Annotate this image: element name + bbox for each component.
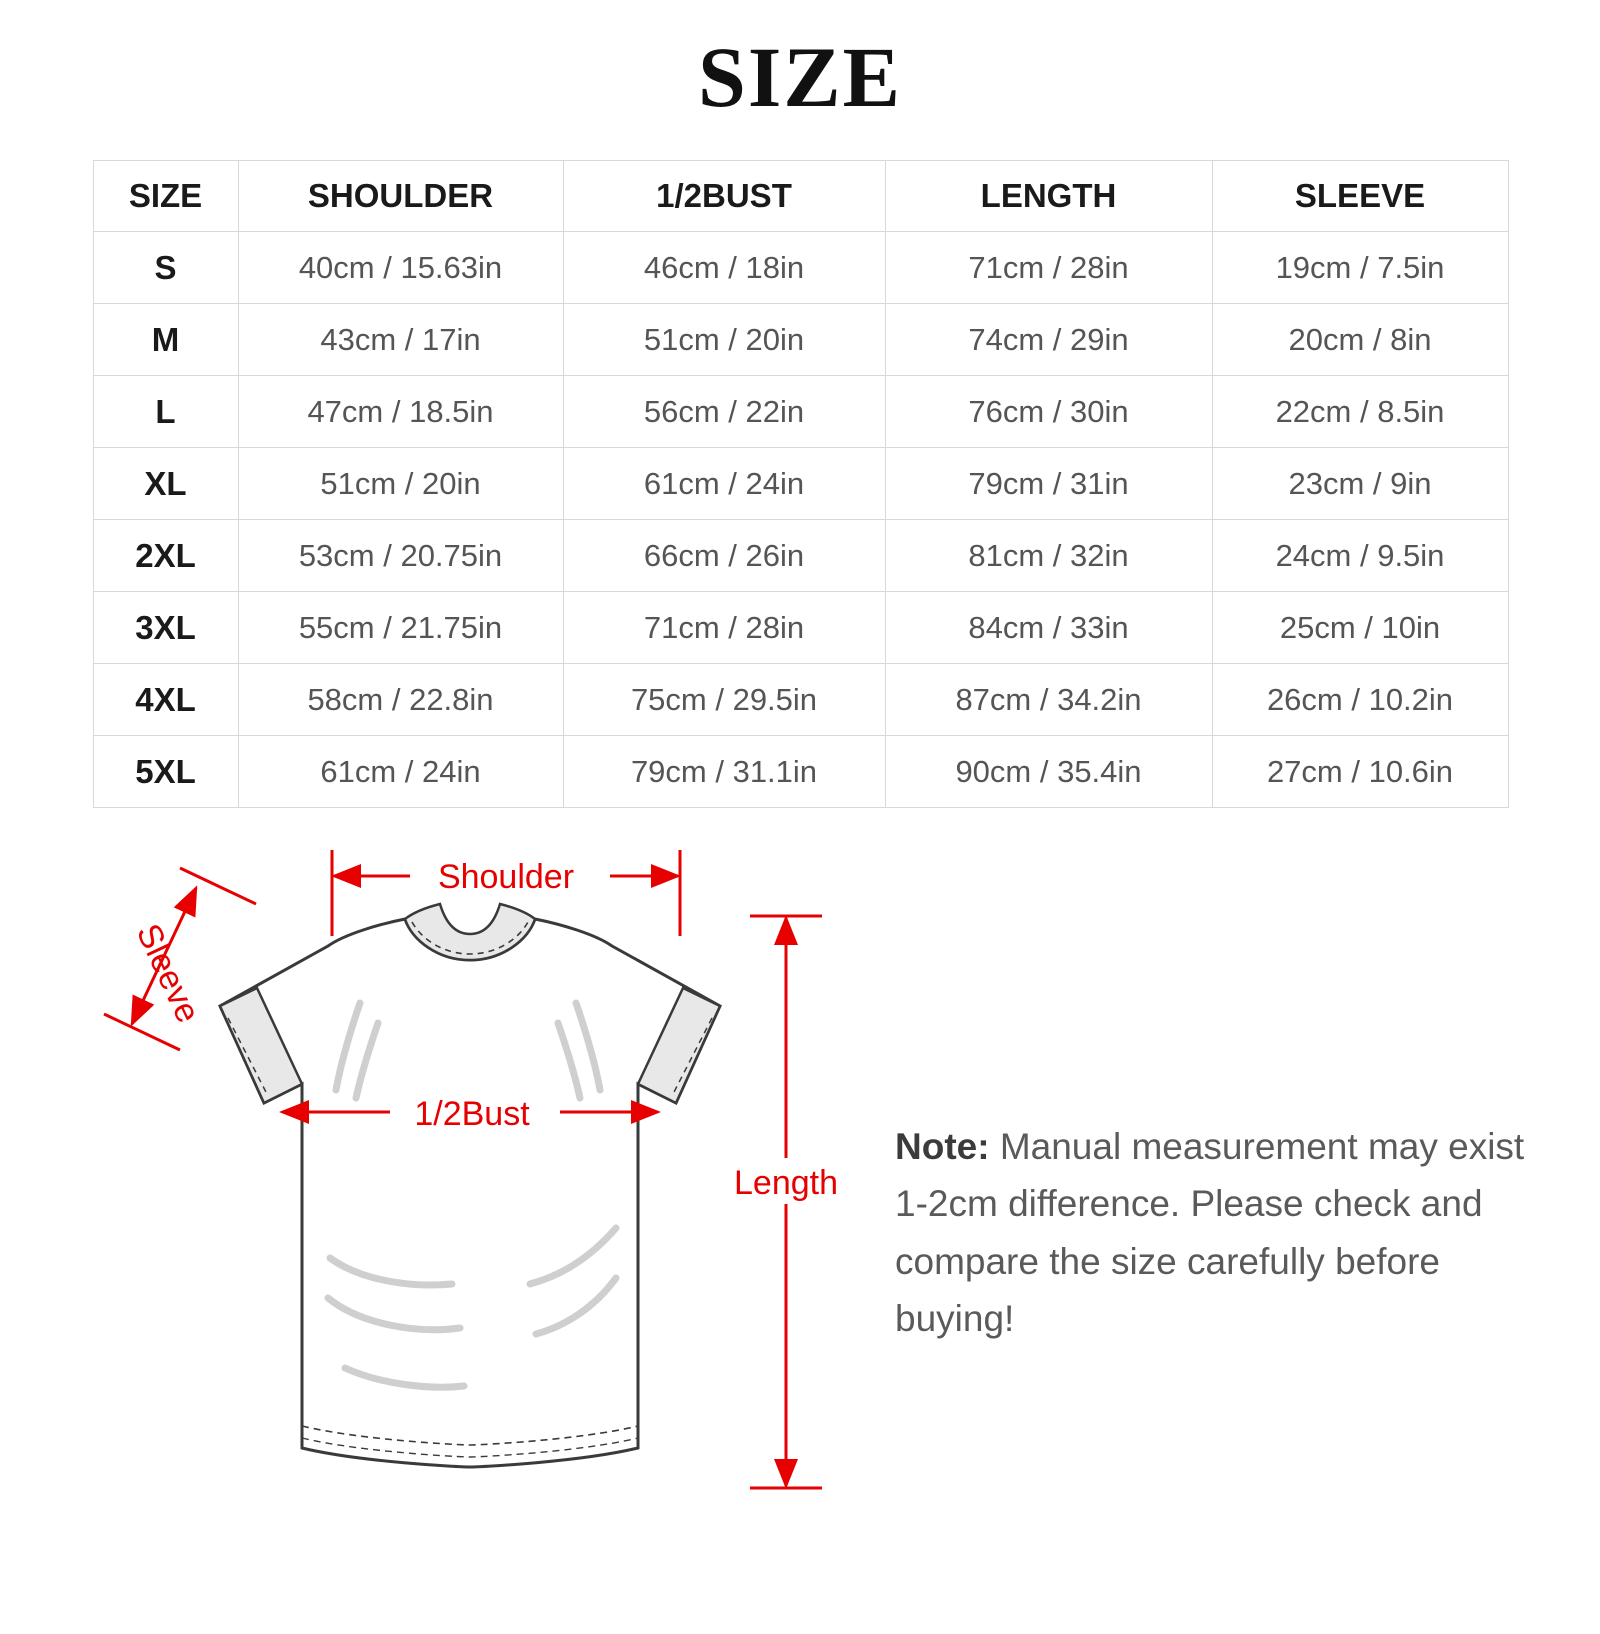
cell-length: 90cm / 35.4in bbox=[885, 736, 1212, 808]
cell-shoulder: 61cm / 24in bbox=[238, 736, 563, 808]
cell-size: L bbox=[93, 376, 238, 448]
cell-bust: 61cm / 24in bbox=[563, 448, 885, 520]
table-row bbox=[93, 304, 1508, 376]
tshirt-illustration-svg bbox=[60, 828, 860, 1548]
cell-length: 79cm / 31in bbox=[885, 448, 1212, 520]
cell-length: 74cm / 29in bbox=[885, 304, 1212, 376]
size-table-container bbox=[93, 160, 1508, 808]
measurement-diagram-section bbox=[0, 828, 1600, 1548]
tshirt-diagram bbox=[60, 828, 860, 1548]
cell-size: M bbox=[93, 304, 238, 376]
page-title: SIZE bbox=[697, 29, 903, 125]
table-row bbox=[93, 592, 1508, 664]
label-bust: 1/2Bust bbox=[414, 1095, 530, 1133]
column-header-length: LENGTH bbox=[885, 161, 1212, 232]
note-text bbox=[895, 1118, 1545, 1347]
label-length: Length bbox=[734, 1164, 838, 1202]
cell-size: XL bbox=[93, 448, 238, 520]
table-row bbox=[93, 232, 1508, 304]
cell-length: 84cm / 33in bbox=[885, 592, 1212, 664]
cell-length: 76cm / 30in bbox=[885, 376, 1212, 448]
size-table bbox=[93, 160, 1509, 808]
table-row bbox=[93, 664, 1508, 736]
table-row bbox=[93, 376, 1508, 448]
cell-sleeve: 19cm / 7.5in bbox=[1212, 232, 1508, 304]
cell-sleeve: 27cm / 10.6in bbox=[1212, 736, 1508, 808]
cell-bust: 56cm / 22in bbox=[563, 376, 885, 448]
cell-shoulder: 43cm / 17in bbox=[238, 304, 563, 376]
label-sleeve: Sleeve bbox=[128, 918, 208, 1029]
cell-sleeve: 22cm / 8.5in bbox=[1212, 376, 1508, 448]
cell-shoulder: 47cm / 18.5in bbox=[238, 376, 563, 448]
tshirt-outline bbox=[220, 919, 720, 1467]
cell-sleeve: 26cm / 10.2in bbox=[1212, 664, 1508, 736]
cell-length: 71cm / 28in bbox=[885, 232, 1212, 304]
cell-shoulder: 40cm / 15.63in bbox=[238, 232, 563, 304]
cell-bust: 66cm / 26in bbox=[563, 520, 885, 592]
note-body: Manual measurement may exist 1-2cm difference. Please check and compare the size carefully before buying! bbox=[895, 1126, 1525, 1340]
note-prefix: Note: bbox=[895, 1126, 990, 1167]
cell-length: 81cm / 32in bbox=[885, 520, 1212, 592]
cell-bust: 46cm / 18in bbox=[563, 232, 885, 304]
cell-shoulder: 58cm / 22.8in bbox=[238, 664, 563, 736]
label-shoulder: Shoulder bbox=[437, 858, 575, 896]
cell-size: 3XL bbox=[93, 592, 238, 664]
cell-size: 4XL bbox=[93, 664, 238, 736]
cell-bust: 51cm / 20in bbox=[563, 304, 885, 376]
table-row bbox=[93, 448, 1508, 520]
cell-shoulder: 51cm / 20in bbox=[238, 448, 563, 520]
cell-bust: 75cm / 29.5in bbox=[563, 664, 885, 736]
cell-length: 87cm / 34.2in bbox=[885, 664, 1212, 736]
cell-bust: 79cm / 31.1in bbox=[563, 736, 885, 808]
cell-sleeve: 25cm / 10in bbox=[1212, 592, 1508, 664]
column-header-sleeve: SLEEVE bbox=[1212, 161, 1508, 232]
cell-shoulder: 53cm / 20.75in bbox=[238, 520, 563, 592]
column-header-shoulder: SHOULDER bbox=[238, 161, 563, 232]
cell-size: 2XL bbox=[93, 520, 238, 592]
cell-sleeve: 23cm / 9in bbox=[1212, 448, 1508, 520]
length-measure-annotation bbox=[734, 916, 838, 1488]
table-row bbox=[93, 520, 1508, 592]
column-header-bust: 1/2BUST bbox=[563, 161, 885, 232]
cell-size: 5XL bbox=[93, 736, 238, 808]
cell-sleeve: 20cm / 8in bbox=[1212, 304, 1508, 376]
cell-size: S bbox=[93, 232, 238, 304]
cell-bust: 71cm / 28in bbox=[563, 592, 885, 664]
table-header-row bbox=[93, 161, 1508, 232]
table-row bbox=[93, 736, 1508, 808]
cell-shoulder: 55cm / 21.75in bbox=[238, 592, 563, 664]
column-header-size: SIZE bbox=[93, 161, 238, 232]
cell-sleeve: 24cm / 9.5in bbox=[1212, 520, 1508, 592]
